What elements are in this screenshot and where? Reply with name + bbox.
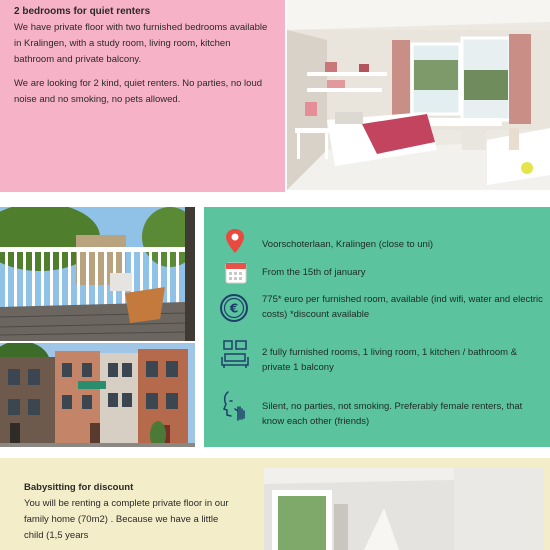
- babysitting-heading: Babysitting for discount: [24, 482, 134, 493]
- top-description-panel: [0, 0, 285, 192]
- location-text: Voorschoterlaan, Kralingen (close to uni): [262, 239, 434, 250]
- sofa-icon: [218, 337, 252, 371]
- bedroom-photo: [287, 0, 550, 190]
- date-text: From the 15th of january: [262, 267, 366, 278]
- info-row-price: [204, 289, 550, 325]
- info-panel: [204, 207, 550, 447]
- bedroom-illustration: [287, 0, 550, 190]
- info-row-rooms: [204, 337, 550, 373]
- rooms-text: 2 fully furnished rooms, 1 living room, 1 kitchen / bathroom & private 1 balcony: [262, 347, 518, 373]
- calendar-icon: [218, 255, 252, 289]
- euro-coin-icon: [218, 291, 252, 325]
- balcony-photo: [0, 207, 195, 341]
- babysitting-body: You will be renting a complete private floor in our family home (70m2) . Because we have a little child (1,5 years: [24, 498, 229, 541]
- svg-text:€: €: [229, 301, 239, 316]
- room-illustration: [264, 468, 544, 550]
- silent-face-icon: [218, 389, 252, 423]
- street-photo: [0, 343, 195, 447]
- babysitting-panel: [0, 458, 262, 550]
- street-illustration: [0, 343, 195, 447]
- room-photo: [264, 468, 544, 550]
- map-pin-icon: [218, 225, 252, 259]
- top-heading: 2 bedrooms for quiet renters: [14, 6, 151, 17]
- top-paragraph-2: We are looking for 2 kind, quiet renters. No parties, no loud noise and no smoking, no pets allowed.: [14, 78, 263, 105]
- rules-text: Silent, no parties, not smoking. Preferably female renters, that know each other (friends): [262, 401, 523, 427]
- balcony-illustration: [0, 207, 195, 341]
- info-row-date: [204, 255, 550, 289]
- price-text: 775* euro per furnished room, available (ind wifi, water and electric costs) *discount available: [262, 294, 543, 320]
- top-paragraph-1: We have private floor with two furnished bedrooms available in Kralingen, with a study room, living room, kitchen bathroom and private balcony.: [14, 22, 268, 65]
- info-row-rules: [204, 387, 550, 431]
